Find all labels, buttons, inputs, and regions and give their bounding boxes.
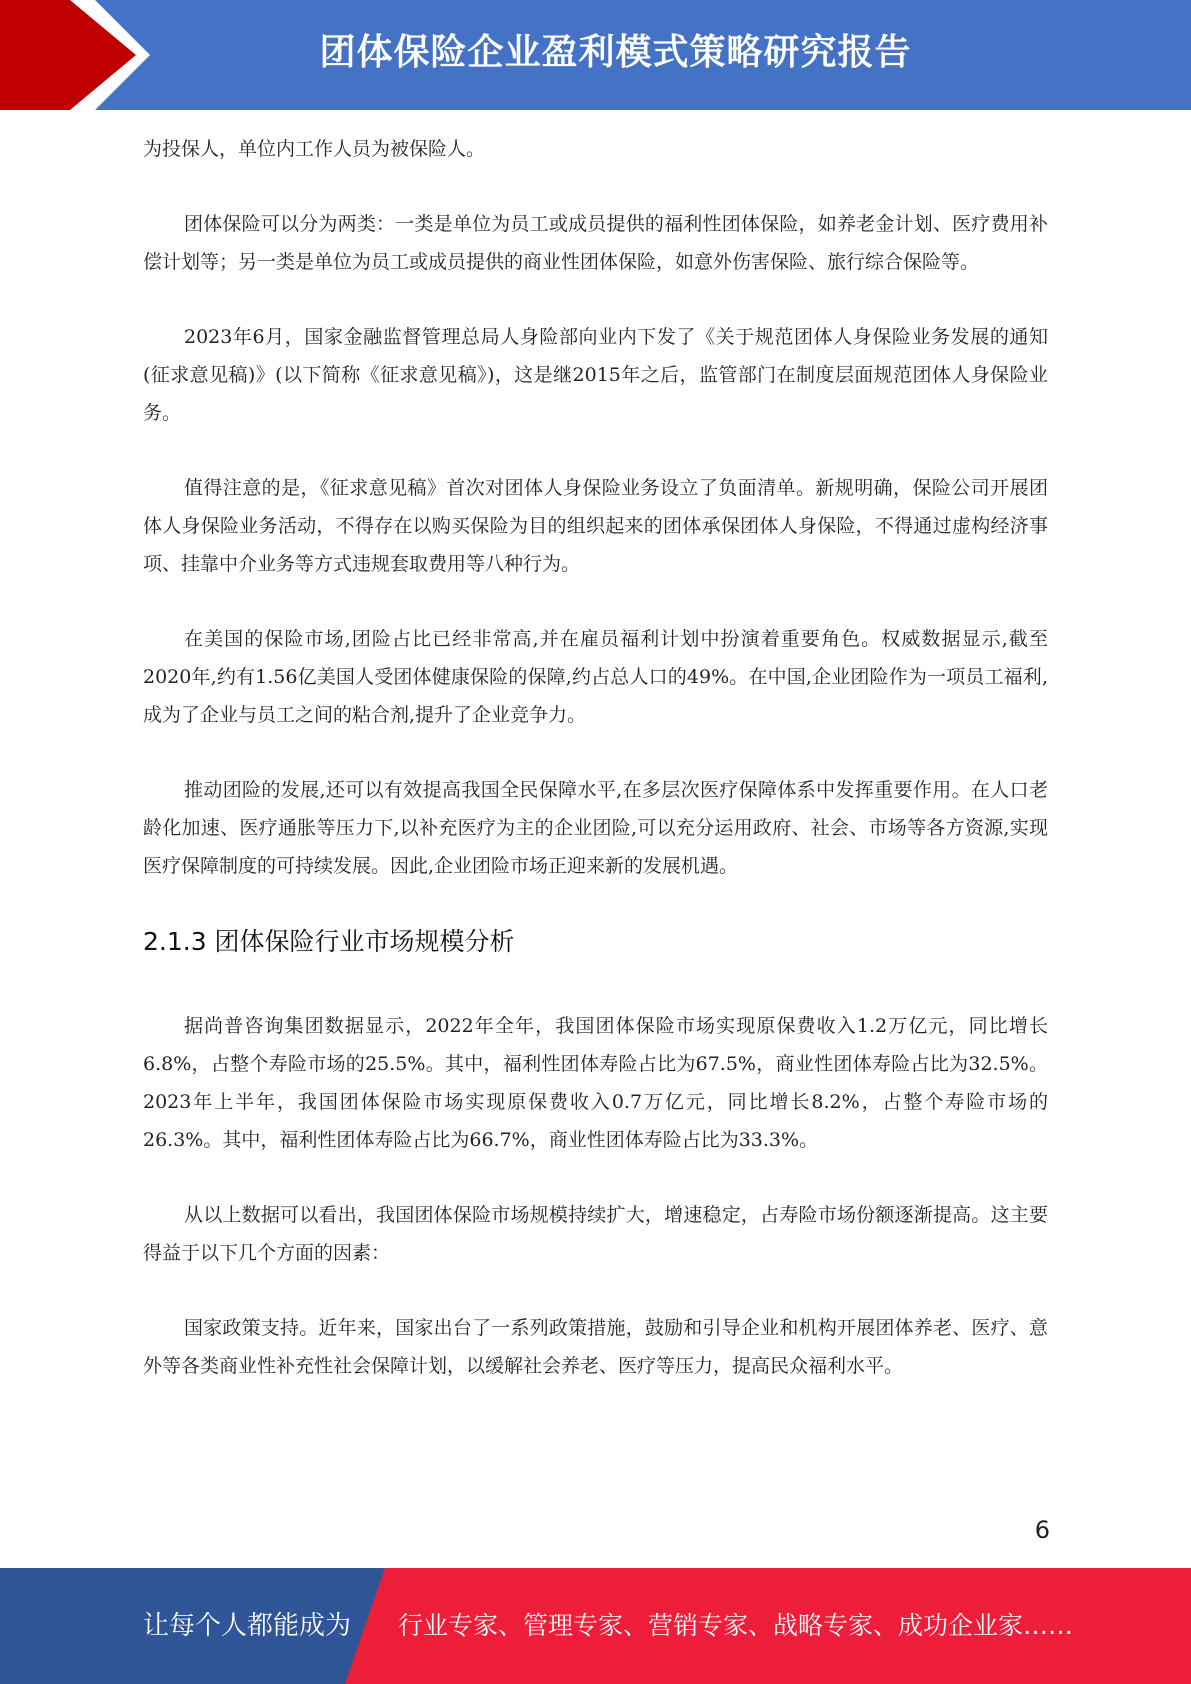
page-footer — [0, 1568, 1191, 1684]
paragraph-market-data: 据尚普咨询集团数据显示，2022年全年，我国团体保险市场实现原保费收入1.2万亿元，同比增长6.8%，占整个寿险市场的25.5%。其中，福利性团体寿险占比为67.5%，商业性团体寿险占比为32.5%。2023年上半年，我国团体保险市场实现原保费收入0.7万亿元，同比增长8.2%，占整个寿险市场的26.3%。其中，福利性团体寿险占比为66.7%，商业性团体寿险占比为33.3%。 — [143, 1015, 1048, 1151]
report-title: 团体保险企业盈利模式策略研究报告 — [319, 32, 912, 73]
paragraph-insurance-types: 团体保险可以分为两类：一类是单位为员工或成员提供的福利性团体保险，如养老金计划、医疗费用补偿计划等；另一类是单位为员工或成员提供的商业性团体保险，如意外伤害保险、旅行综合保险等。 — [143, 213, 1048, 273]
page-header — [0, 0, 1191, 110]
paragraph-regulation-notice: 2023年6月，国家金融监督管理总局人身险部向业内下发了《关于规范团体人身保险业务发展的通知(征求意见稿)》(以下简称《征求意见稿》)，这是继2015年之后，监管部门在制度层面规范团体人身保险业务。 — [143, 326, 1048, 424]
page-number: 6 — [1034, 1516, 1050, 1544]
paragraph-negative-list: 值得注意的是，《征求意见稿》首次对团体人身保险业务设立了负面清单。新规明确，保险公司开展团体人身保险业务活动，不得存在以购买保险为目的组织起来的团体承保团体人身保险，不得通过虚构经济事项、挂靠中介业务等方式违规套取费用等八种行为。 — [143, 477, 1048, 575]
paragraph-us-market: 在美国的保险市场,团险占比已经非常高,并在雇员福利计划中扮演着重要角色。权威数据显示,截至2020年,约有1.56亿美国人受团体健康保险的保障,约占总人口的49%。在中国,企业团险作为一项员工福利,成为了企业与员工之间的粘合剂,提升了企业竞争力。 — [143, 628, 1048, 726]
paragraph-development: 推动团险的发展,还可以有效提高我国全民保障水平,在多层次医疗保障体系中发挥重要作用。在人口老龄化加速、医疗通胀等压力下,以补充医疗为主的企业团险,可以充分运用政府、社会、市场等各方资源,实现医疗保障制度的可持续发展。因此,企业团险市场正迎来新的发展机遇。 — [143, 779, 1048, 877]
document-body — [143, 130, 1048, 1422]
footer-slogan-left: 让每个人都能成为 — [143, 1611, 352, 1641]
paragraph-policy-support: 国家政策支持。近年来，国家出台了一系列政策措施，鼓励和引导企业和机构开展团体养老、医疗、意外等各类商业性补充性社会保障计划，以缓解社会养老、医疗等压力，提高民众福利水平。 — [143, 1317, 1048, 1377]
footer-slogan-right: 行业专家、管理专家、营销专家、战略专家、成功企业家…… — [398, 1611, 1074, 1640]
header-arrow-icon — [0, 0, 136, 110]
paragraph-market-factors: 从以上数据可以看出，我国团体保险市场规模持续扩大，增速稳定，占寿险市场份额逐渐提高。这主要得益于以下几个方面的因素： — [143, 1204, 1048, 1264]
section-heading: 2.1.3 团体保险行业市场规模分析 — [143, 927, 515, 956]
paragraph-continuation: 为投保人，单位内工作人员为被保险人。 — [143, 138, 486, 160]
